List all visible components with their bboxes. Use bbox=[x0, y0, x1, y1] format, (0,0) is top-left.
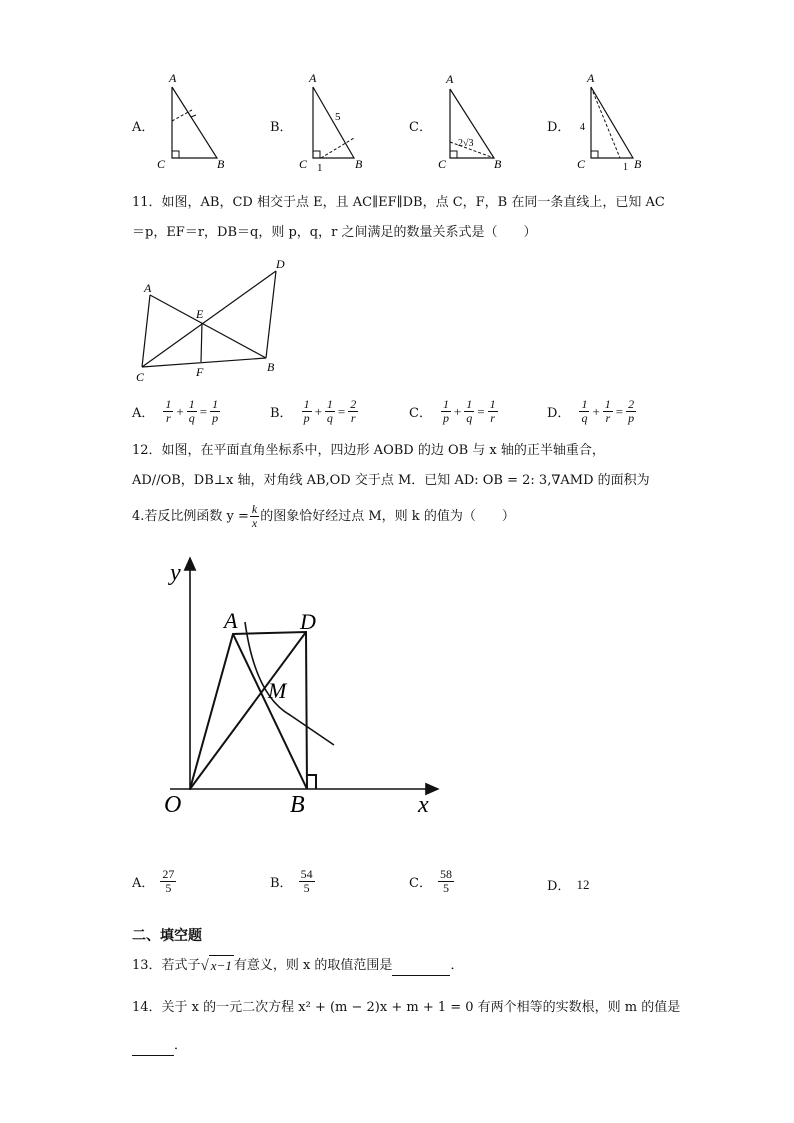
q10-option-b-letter: B． bbox=[270, 120, 293, 135]
q10-b-base-length: 1 bbox=[317, 162, 323, 174]
q11-option-a-letter: A． bbox=[132, 406, 155, 421]
q11-label-b: B bbox=[267, 360, 275, 374]
q10-d-label-a: A bbox=[587, 71, 595, 85]
q10-d-label-c: C bbox=[577, 157, 586, 171]
q10-b-label-c: C bbox=[299, 157, 308, 171]
q10-a-label-a: A bbox=[169, 71, 177, 85]
q12-label-m: M bbox=[268, 678, 287, 703]
q12-label-x: x bbox=[418, 792, 429, 818]
q12-option-d-value: 12 bbox=[576, 876, 590, 892]
q12-option-c[interactable]: C． $\frac{58}{5}$ bbox=[409, 867, 452, 895]
q10-d-left-length: 4 bbox=[580, 122, 585, 133]
q11-option-a[interactable]: A． $\frac{1}{r}$ + $\frac{1}{q}$ = $\frac{1}{p}$ bbox=[132, 397, 219, 425]
q10-d-base-length: 1 bbox=[623, 162, 628, 173]
q12-option-b[interactable]: B． $\frac{54}{5}$ bbox=[270, 867, 313, 895]
q11-option-d[interactable]: D． $\frac{1}{q}$ + $\frac{1}{r}$ = $\frac{2}{p}$ bbox=[547, 397, 635, 425]
q11-option-d-letter: D． bbox=[547, 406, 571, 421]
q10-c-label-b: B bbox=[494, 157, 502, 171]
section-title-fill-in: 二、填空题 bbox=[132, 928, 202, 944]
q11-figure bbox=[130, 255, 300, 390]
q10-option-d-letter: D． bbox=[547, 120, 571, 135]
q12-label-o: O bbox=[164, 792, 182, 818]
q11-option-b[interactable]: B． $\frac{1}{p}$ + $\frac{1}{q}$ = $\frac{2}{r}$ bbox=[270, 397, 357, 425]
q10-figure-b bbox=[297, 70, 377, 174]
q10-a-label-b: B bbox=[217, 157, 225, 171]
q12-label-y: y bbox=[170, 560, 181, 586]
q10-b-label-b: B bbox=[355, 157, 363, 171]
q10-b-label-a: A bbox=[309, 71, 317, 85]
q10-c-label-c: C bbox=[438, 157, 447, 171]
q12-option-a[interactable]: A． $\frac{27}{5}$ bbox=[132, 867, 175, 895]
q10-option-c-letter: C． bbox=[409, 120, 432, 135]
q11-option-c[interactable]: C． $\frac{1}{p}$ + $\frac{1}{q}$ = $\frac{1}{r}$ bbox=[409, 397, 496, 425]
q12-question-line-2: AD//OB，DB⊥x 轴，对角线 AB,OD 交于点 M．已知 AD: OB = 2: 3,∇AMD 的面积为 bbox=[132, 473, 650, 488]
q14-question-line-2: ． bbox=[132, 1036, 187, 1056]
q11-label-e: E bbox=[196, 307, 204, 321]
q10-d-label-b: B bbox=[634, 157, 642, 171]
q11-label-f: F bbox=[196, 365, 204, 379]
q12-label-a: A bbox=[224, 608, 238, 633]
q10-figure-c bbox=[436, 70, 516, 170]
q13-answer-blank[interactable] bbox=[392, 959, 450, 976]
q10-figure-d bbox=[575, 70, 655, 173]
q12-option-d-letter: D． bbox=[547, 879, 571, 894]
q11-label-a: A bbox=[144, 281, 152, 295]
q10-option-a-letter: A． bbox=[132, 120, 155, 135]
q11-question-line-2: ＝p，EF＝r，DB＝q，则 p，q，r 之间满足的数量关系式是（ ） bbox=[132, 225, 537, 240]
q12-option-a-letter: A． bbox=[132, 876, 155, 891]
q10-a-label-c: C bbox=[157, 157, 166, 171]
q13-question: 13．若式子 √ x−1 有意义，则 x 的取值范围是 ． bbox=[132, 955, 463, 976]
q14-question-line-1: 14．关于 x 的一元二次方程 x² + (m − 2)x + m + 1 = 0 有两个相等的实数根，则 m 的值是 bbox=[132, 1000, 681, 1015]
q11-label-c: C bbox=[136, 370, 145, 384]
q10-b-hyp-length: 5 bbox=[335, 111, 341, 123]
q10-c-segment-length: 2√3 bbox=[458, 138, 474, 149]
q12-coordinate-figure bbox=[150, 550, 450, 830]
q11-question-line-1: 11．如图，AB，CD 相交于点 E，且 AC∥EF∥DB，点 C，F，B 在同一条直线上，已知 AC bbox=[132, 195, 665, 210]
q12-option-d[interactable] bbox=[547, 875, 589, 894]
q12-label-b: B bbox=[290, 792, 305, 818]
q10-figure-a bbox=[155, 70, 235, 170]
q11-option-b-letter: B． bbox=[270, 406, 293, 421]
q10-c-label-a: A bbox=[446, 72, 454, 86]
q14-answer-blank[interactable] bbox=[132, 1041, 174, 1056]
q11-label-d: D bbox=[276, 257, 285, 271]
q12-label-d: D bbox=[300, 609, 316, 634]
q11-option-c-letter: C． bbox=[409, 406, 432, 421]
q12-option-b-letter: B． bbox=[270, 876, 293, 891]
q12-question-line-1: 12．如图，在平面直角坐标系中，四边形 AOBD 的边 OB 与 x 轴的正半轴重合， bbox=[132, 443, 605, 458]
q12-question-line-3: 4.若反比例函数 y = $\frac{k}{x}$ 的图象恰好经过点 M，则 k 的值为（ ） bbox=[132, 502, 515, 530]
q12-option-c-letter: C． bbox=[409, 876, 432, 891]
